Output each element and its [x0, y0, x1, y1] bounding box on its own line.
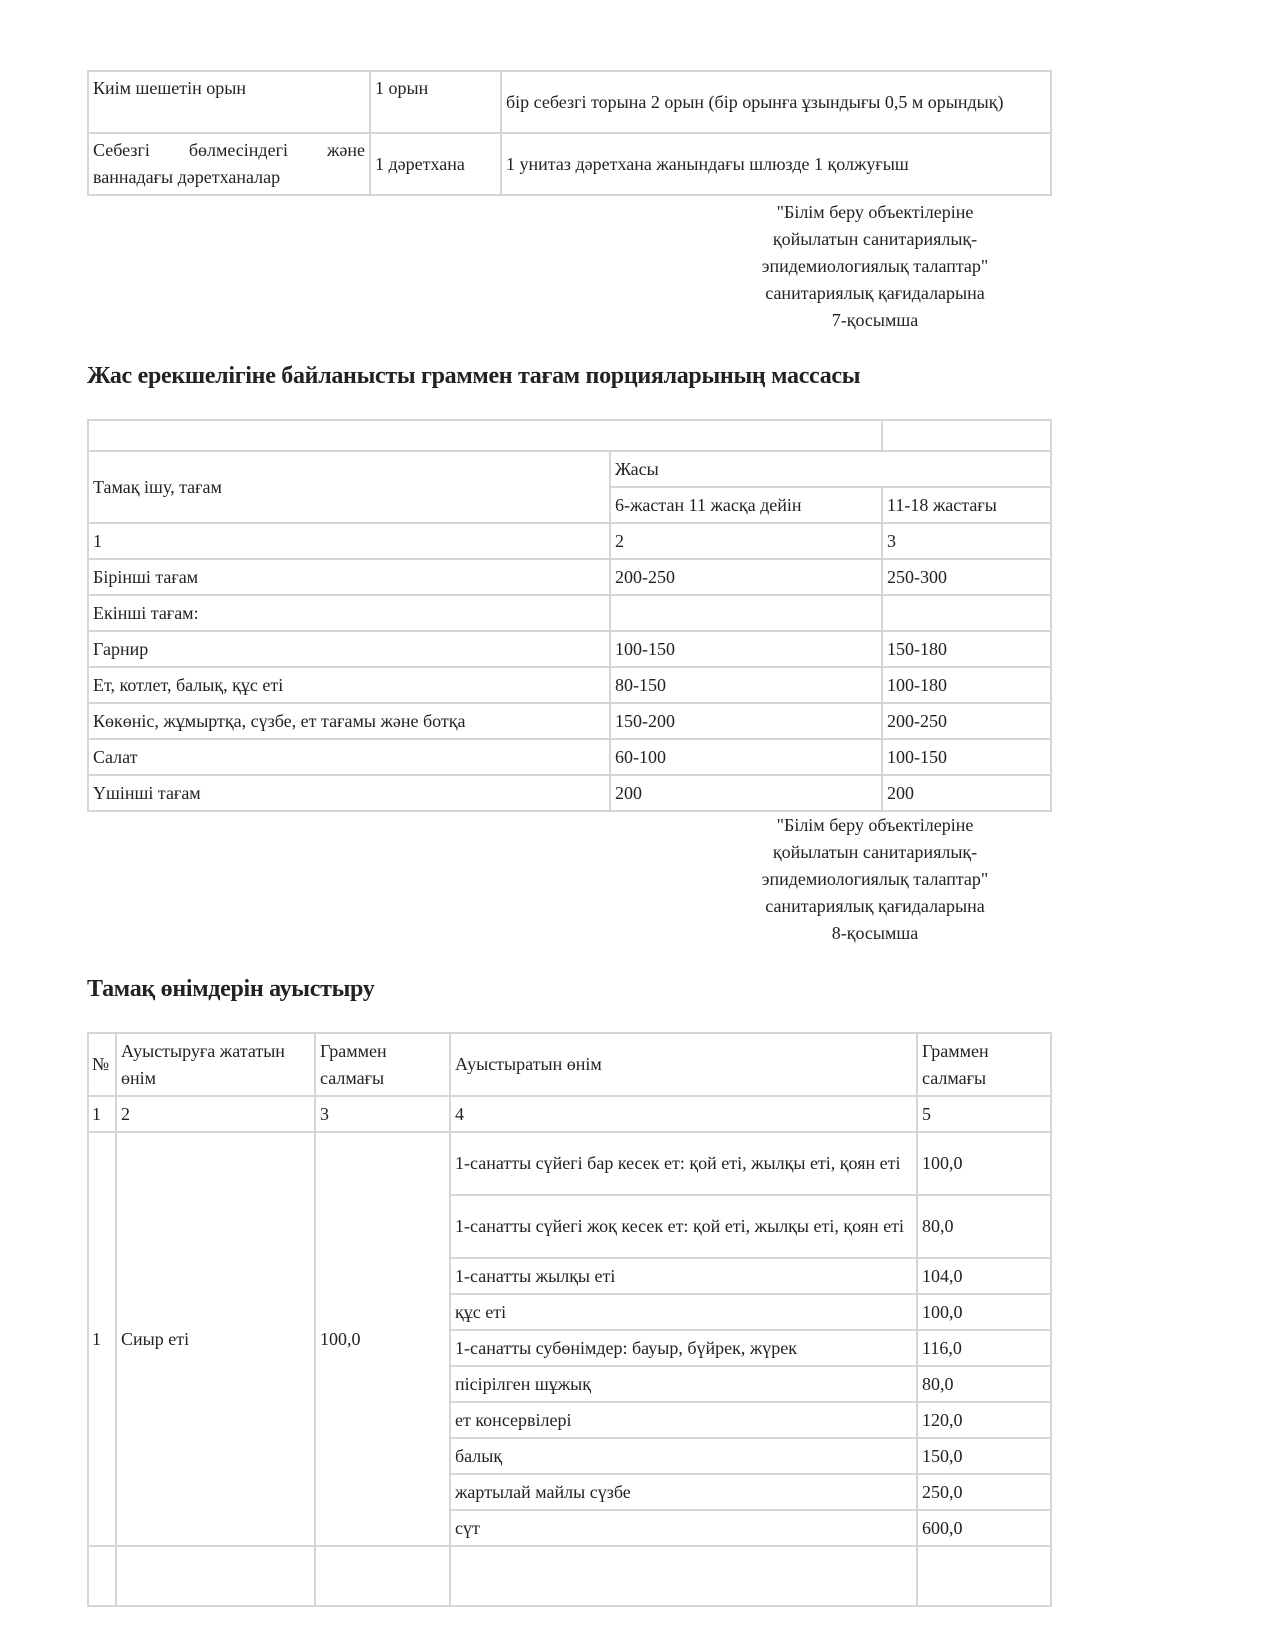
table-row [88, 667, 1051, 703]
table-cell: Екінші тағам: [88, 595, 610, 631]
table-cell: 1 [88, 1096, 116, 1132]
table-cell [315, 1546, 450, 1606]
table-cell: 120,0 [917, 1402, 1051, 1438]
table-row [88, 1132, 1051, 1195]
table-cell: Киім шешетін орын [88, 71, 370, 133]
reference-line: санитариялық қағидаларына [765, 283, 985, 303]
table-cell: Бірінші тағам [88, 559, 610, 595]
table-cell: 600,0 [917, 1510, 1051, 1546]
reference-line: 7-қосымша [831, 310, 919, 330]
table-cell: 1-санатты жылқы еті [450, 1258, 917, 1294]
table-row [88, 133, 1051, 195]
table-cell: 3 [315, 1096, 450, 1132]
table-cell: 200 [610, 775, 882, 811]
header-cell: Ауыстыратын өнім [450, 1033, 917, 1096]
table-cell [88, 420, 882, 451]
table-cell: 100,0 [315, 1132, 450, 1546]
table-cell: 250,0 [917, 1474, 1051, 1510]
table-cell: Салат [88, 739, 610, 775]
table-cell: 100-180 [882, 667, 1051, 703]
table-cell: 100,0 [917, 1132, 1051, 1195]
table-cell: 100,0 [917, 1294, 1051, 1330]
table-cell: 1 дәретхана [370, 133, 501, 195]
reference-line: қойылатын санитариялық- [772, 842, 978, 862]
table-cell: 2 [116, 1096, 315, 1132]
table-cell: жартылай майлы сүзбе [450, 1474, 917, 1510]
table-cell: 80,0 [917, 1366, 1051, 1402]
header-cell: 6-жастан 11 жасқа дейін [610, 487, 882, 523]
table-cell: ет консервілері [450, 1402, 917, 1438]
table-cell: 1 [88, 1132, 116, 1546]
table-cell: 60-100 [610, 739, 882, 775]
table-row [88, 739, 1051, 775]
table-cell [88, 1546, 116, 1606]
reference-line: "Білім беру объектілеріне [776, 815, 974, 835]
appendix-reference-8 [730, 812, 1020, 947]
table-cell: 116,0 [917, 1330, 1051, 1366]
table-header-row [88, 1033, 1051, 1096]
table-cell: 104,0 [917, 1258, 1051, 1294]
table-row [88, 775, 1051, 811]
table-cell: 1 [88, 523, 610, 559]
table-cell [882, 595, 1051, 631]
table-cell: 1 унитаз дәретхана жанындағы шлюзде 1 қолжуғыш [501, 133, 1051, 195]
table-cell: 1-санатты субөнімдер: бауыр, бүйрек, жүрек [450, 1330, 917, 1366]
table-cell: құс еті [450, 1294, 917, 1330]
table-cell: 3 [882, 523, 1051, 559]
facilities-table [87, 70, 1052, 196]
table-row [88, 1096, 1051, 1132]
table-row [88, 595, 1051, 631]
table-row [88, 1546, 1051, 1606]
table-cell: Үшінші тағам [88, 775, 610, 811]
header-cell: Граммен салмағы [917, 1033, 1051, 1096]
section-title: Жас ерекшелігіне байланысты граммен тағам порцияларының массасы [87, 363, 861, 389]
table-row [88, 631, 1051, 667]
reference-line: қойылатын санитариялық- [772, 229, 978, 249]
header-cell: Граммен салмағы [315, 1033, 450, 1096]
table-cell: 80-150 [610, 667, 882, 703]
table-cell: 100-150 [882, 739, 1051, 775]
reference-line: "Білім беру объектілеріне [776, 202, 974, 222]
table-cell: 150-200 [610, 703, 882, 739]
table-cell: Себезгі бөлмесіндегі және ваннадағы дәретханалар [88, 133, 370, 195]
table-cell: Ет, котлет, балық, құс еті [88, 667, 610, 703]
header-cell: № [88, 1033, 116, 1096]
table-cell [450, 1546, 917, 1606]
header-cell: Жасы [610, 451, 1051, 487]
table-row [88, 71, 1051, 133]
table-cell: 80,0 [917, 1195, 1051, 1258]
table-cell: Гарнир [88, 631, 610, 667]
section-title: Тамақ өнімдерін ауыстыру [87, 976, 375, 1002]
table-cell: пісірілген шұжық [450, 1366, 917, 1402]
table-cell: сүт [450, 1510, 917, 1546]
table-cell: 1 орын [370, 71, 501, 133]
table-cell: Көкөніс, жұмыртқа, сүзбе, ет тағамы және ботқа [88, 703, 610, 739]
table-cell: 250-300 [882, 559, 1051, 595]
table-cell: 4 [450, 1096, 917, 1132]
table-cell [116, 1546, 315, 1606]
header-cell: 11-18 жастағы [882, 487, 1051, 523]
header-cell: Тамақ ішу, тағам [88, 451, 610, 523]
table-cell: 2 [610, 523, 882, 559]
table-cell: балық [450, 1438, 917, 1474]
table-cell: 200 [882, 775, 1051, 811]
portion-table [87, 419, 1052, 812]
table-cell: 150,0 [917, 1438, 1051, 1474]
table-cell [917, 1546, 1051, 1606]
substitution-table [87, 1032, 1052, 1607]
table-cell: 1-санатты сүйегі бар кесек ет: қой еті, жылқы еті, қоян еті [450, 1132, 917, 1195]
table-cell [610, 595, 882, 631]
table-cell [882, 420, 1051, 451]
table-row [88, 420, 1051, 451]
table-cell: Сиыр еті [116, 1132, 315, 1546]
table-row [88, 703, 1051, 739]
table-cell: 100-150 [610, 631, 882, 667]
header-cell: Ауыстыруға жататын өнім [116, 1033, 315, 1096]
table-cell: 150-180 [882, 631, 1051, 667]
table-cell: 200-250 [882, 703, 1051, 739]
table-cell: 1-санатты сүйегі жоқ кесек ет: қой еті, жылқы еті, қоян еті [450, 1195, 917, 1258]
table-header-row [88, 451, 1051, 487]
table-cell: 200-250 [610, 559, 882, 595]
reference-line: эпидемиологиялық талаптар" [761, 869, 989, 889]
table-row [88, 559, 1051, 595]
reference-line: 8-қосымша [831, 923, 919, 943]
table-cell: 5 [917, 1096, 1051, 1132]
table-cell: бір себезгі торына 2 орын (бір орынға ұзындығы 0,5 м орындық) [501, 71, 1051, 133]
table-row [88, 523, 1051, 559]
reference-line: санитариялық қағидаларына [765, 896, 985, 916]
appendix-reference-7 [730, 199, 1020, 334]
reference-line: эпидемиологиялық талаптар" [761, 256, 989, 276]
